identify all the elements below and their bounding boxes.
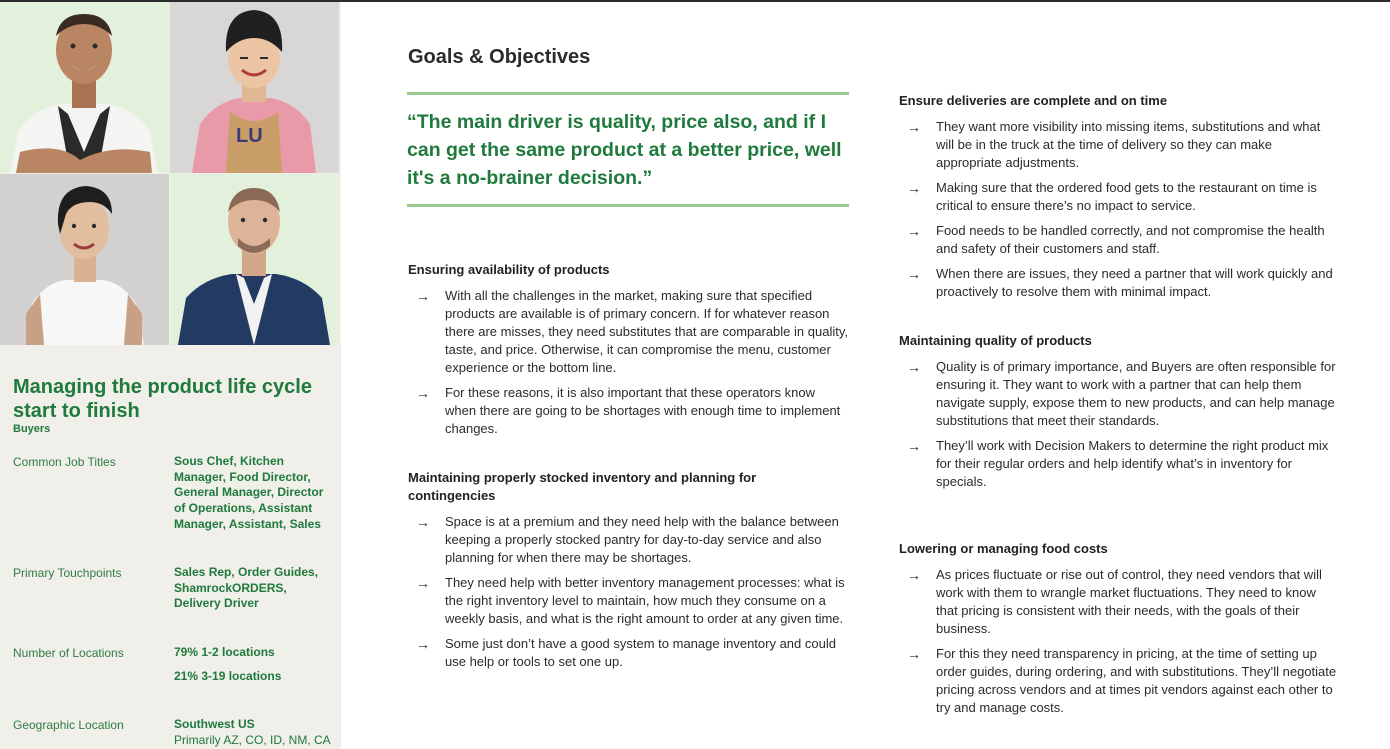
list-item-text: Food needs to be handled correctly, and not compromise the health and safety of their customers and staff.	[936, 223, 1325, 256]
persona-subtitle: Buyers	[13, 423, 51, 435]
list-item	[899, 437, 1339, 491]
arrow-right-icon: →	[416, 385, 430, 401]
bullet-list	[899, 358, 1339, 491]
fact-values	[174, 565, 334, 612]
arrow-right-icon: →	[416, 288, 430, 304]
bullet-list	[899, 118, 1339, 301]
fact-value: 79% 1-2 locations	[174, 645, 275, 659]
persona-photo-chef	[0, 2, 169, 173]
section-title: Maintaining properly stocked inventory and planning for contingencies	[408, 470, 757, 503]
list-item	[408, 574, 848, 628]
list-item-text: When there are issues, they need a partner that will work quickly and proactively to resolve them with minimal impact.	[936, 266, 1333, 299]
quote-text: “The main driver is quality, price also, and if I can get the same product at a better price, well it's a no-brainer decision.”	[407, 111, 842, 189]
section-availability	[408, 261, 848, 445]
fact-value: Sales Rep, Order Guides, ShamrockORDERS, Delivery Driver	[174, 565, 319, 611]
persona-photo-suit	[170, 174, 339, 345]
list-item	[899, 179, 1339, 215]
fact-value: Southwest US	[174, 717, 255, 731]
arrow-right-icon: →	[907, 119, 921, 135]
list-item-text: As prices fluctuate or rise out of control, they need vendors that will work with them to wrangle market fluctuations. They need to know that pricing is consistent with their needs, with the goals of their business.	[936, 567, 1322, 636]
bullet-list	[408, 513, 848, 671]
section-food-costs	[899, 540, 1339, 724]
list-item-text: Quality is of primary importance, and Buyers are often responsible for ensuring it. They want to work with a partner that can help them navigate supply, expose them to new products, and can help manage substitutions that meet their standards.	[936, 359, 1336, 428]
page-heading: Goals & Objectives	[408, 46, 591, 68]
persona-photo-grid	[0, 2, 341, 345]
arrow-right-icon: →	[907, 180, 921, 196]
list-item-text: For these reasons, it is also important that these operators know when there are going to be shortages with enough time to implement changes.	[445, 385, 841, 436]
bullet-list	[408, 287, 848, 438]
fact-label: Common Job Titles	[13, 455, 116, 469]
fact-label: Geographic Location	[13, 718, 124, 732]
arrow-right-icon: →	[416, 636, 430, 652]
arrow-right-icon: →	[907, 646, 921, 662]
persona-title: Managing the product life cycle start to finish	[13, 376, 312, 422]
fact-label: Primary Touchpoints	[13, 566, 122, 580]
bullet-list	[899, 566, 1339, 717]
arrow-right-icon: →	[907, 359, 921, 375]
list-item	[408, 635, 848, 671]
fact-values	[174, 717, 334, 748]
persona-photo-beanie	[170, 2, 339, 173]
list-item-text: Making sure that the ordered food gets to the restaurant on time is critical to ensure there’s no impact to service.	[936, 180, 1317, 213]
persona-photo-short-hair	[0, 174, 169, 345]
section-title: Maintaining quality of products	[899, 333, 1092, 348]
pull-quote	[407, 92, 849, 207]
arrow-right-icon: →	[416, 514, 430, 530]
section-deliveries	[899, 92, 1339, 308]
fact-value: 21% 3-19 locations	[174, 668, 282, 683]
fact-value: Primarily AZ, CO, ID, NM, CA	[174, 732, 331, 747]
arrow-right-icon: →	[907, 223, 921, 239]
arrow-right-icon: →	[907, 567, 921, 583]
list-item	[899, 265, 1339, 301]
fact-values	[174, 645, 334, 684]
list-item-text: They want more visibility into missing items, substitutions and what will be in the truck at the time of delivery so they can make appropriate adjustments.	[936, 119, 1321, 170]
section-title: Ensure deliveries are complete and on time	[899, 93, 1168, 108]
persona-sidebar	[0, 2, 341, 749]
section-quality	[899, 332, 1339, 498]
list-item	[408, 513, 848, 567]
arrow-right-icon: →	[907, 438, 921, 454]
section-title: Lowering or managing food costs	[899, 541, 1108, 556]
list-item	[899, 566, 1339, 638]
list-item-text: With all the challenges in the market, making sure that specified products are available is of primary concern. If for whatever reason there are misses, they need substitutes that are comparable in quality, taste, and price. Otherwise, it can compromise the menu, customer experience or the bottom line.	[445, 288, 848, 375]
list-item-text: They’ll work with Decision Makers to determine the right product mix for their regular orders and help identify what’s in inventory for specials.	[936, 438, 1329, 489]
list-item	[899, 358, 1339, 430]
list-item	[899, 222, 1339, 258]
fact-value: Sous Chef, Kitchen Manager, Food Director, General Manager, Director of Operations, Assistant Manager, Assistant, Sales	[174, 454, 324, 531]
list-item-text: They need help with better inventory management processes: what is the right inventory level to maintain, how much they consume on a weekly basis, and what is the right amount to order at any given time.	[445, 575, 845, 626]
list-item	[899, 118, 1339, 172]
list-item-text: For this they need transparency in pricing, at the time of setting up order guides, during ordering, and with substitutions. They’ll negotiate pricing across vendors and at times pit vendors against each other to try and manage costs.	[936, 646, 1337, 715]
arrow-right-icon: →	[416, 575, 430, 591]
section-title: Ensuring availability of products	[408, 262, 610, 277]
arrow-right-icon: →	[907, 266, 921, 282]
list-item	[408, 384, 848, 438]
list-item	[899, 645, 1339, 717]
svg-text:LU: LU	[236, 125, 263, 147]
list-item-text: Space is at a premium and they need help with the balance between keeping a properly stocked pantry for day-to-day service and also planning for when there may be shortages.	[445, 514, 839, 565]
list-item	[408, 287, 848, 377]
list-item-text: Some just don’t have a good system to manage inventory and could use help or tools to set one up.	[445, 636, 836, 669]
section-inventory	[408, 469, 848, 678]
fact-values	[174, 454, 334, 533]
fact-label: Number of Locations	[13, 646, 124, 660]
